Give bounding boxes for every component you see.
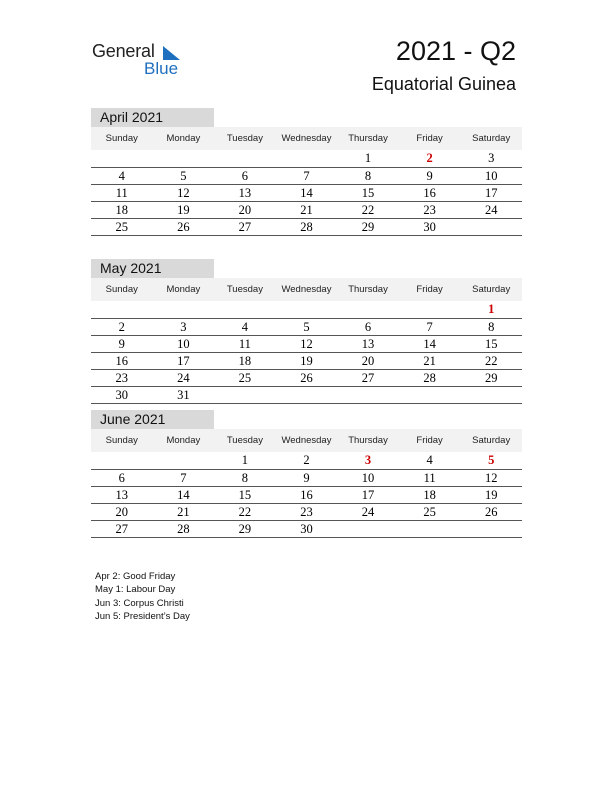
day-cell: 9 xyxy=(276,470,338,487)
weekday-label: Friday xyxy=(399,127,461,150)
day-cell xyxy=(399,387,461,404)
day-cell: 5 xyxy=(153,168,215,185)
logo-text-general: General xyxy=(92,41,155,61)
day-cell: 11 xyxy=(214,336,276,353)
calendar-grid xyxy=(91,278,522,404)
day-cell: 14 xyxy=(276,185,338,202)
day-cell: 9 xyxy=(91,336,153,353)
day-cell: 20 xyxy=(214,202,276,219)
day-cell: 12 xyxy=(460,470,522,487)
day-cell: 19 xyxy=(153,202,215,219)
day-cell: 27 xyxy=(337,370,399,387)
week-row xyxy=(91,219,522,236)
day-cell: 3 xyxy=(153,319,215,336)
week-row xyxy=(91,150,522,168)
day-cell: 2 xyxy=(276,452,338,470)
day-cell xyxy=(337,387,399,404)
day-cell: 8 xyxy=(460,319,522,336)
day-cell: 27 xyxy=(214,219,276,236)
week-row xyxy=(91,301,522,319)
day-cell: 26 xyxy=(276,370,338,387)
day-cell: 24 xyxy=(460,202,522,219)
day-cell: 17 xyxy=(337,487,399,504)
weekday-label: Monday xyxy=(153,429,215,452)
day-cell: 3 xyxy=(337,452,399,470)
week-row xyxy=(91,185,522,202)
day-cell: 26 xyxy=(153,219,215,236)
weekday-label: Saturday xyxy=(460,278,522,301)
month-may xyxy=(91,259,522,404)
day-cell: 1 xyxy=(214,452,276,470)
weekday-label: Saturday xyxy=(460,429,522,452)
weekday-header-row xyxy=(91,429,522,452)
day-cell xyxy=(153,150,215,168)
day-cell: 2 xyxy=(399,150,461,168)
day-cell: 18 xyxy=(91,202,153,219)
day-cell: 19 xyxy=(460,487,522,504)
day-cell: 26 xyxy=(460,504,522,521)
day-cell: 19 xyxy=(276,353,338,370)
weekday-header-row xyxy=(91,127,522,150)
day-cell: 25 xyxy=(399,504,461,521)
day-cell: 29 xyxy=(214,521,276,538)
day-cell: 9 xyxy=(399,168,461,185)
week-row xyxy=(91,387,522,404)
day-cell: 3 xyxy=(460,150,522,168)
week-row xyxy=(91,202,522,219)
day-cell xyxy=(460,219,522,236)
day-cell: 20 xyxy=(91,504,153,521)
day-cell: 17 xyxy=(460,185,522,202)
day-cell xyxy=(153,301,215,319)
day-cell: 13 xyxy=(214,185,276,202)
day-cell xyxy=(399,301,461,319)
holiday-note: Jun 3: Corpus Christi xyxy=(95,597,184,609)
day-cell: 18 xyxy=(214,353,276,370)
day-cell: 14 xyxy=(153,487,215,504)
day-cell: 29 xyxy=(460,370,522,387)
week-row xyxy=(91,336,522,353)
day-cell: 14 xyxy=(399,336,461,353)
day-cell xyxy=(337,521,399,538)
brand-logo xyxy=(92,41,192,81)
day-cell: 11 xyxy=(399,470,461,487)
day-cell: 13 xyxy=(91,487,153,504)
weekday-label: Saturday xyxy=(460,127,522,150)
day-cell: 30 xyxy=(276,521,338,538)
weekday-label: Sunday xyxy=(91,278,153,301)
holiday-notes xyxy=(95,570,190,624)
day-cell: 18 xyxy=(399,487,461,504)
day-cell xyxy=(460,387,522,404)
day-cell xyxy=(460,521,522,538)
day-cell: 22 xyxy=(460,353,522,370)
day-cell: 5 xyxy=(460,452,522,470)
day-cell: 1 xyxy=(337,150,399,168)
day-cell: 10 xyxy=(153,336,215,353)
day-cell: 28 xyxy=(276,219,338,236)
day-cell: 10 xyxy=(337,470,399,487)
weekday-label: Friday xyxy=(399,278,461,301)
day-cell: 29 xyxy=(337,219,399,236)
day-cell: 6 xyxy=(337,319,399,336)
day-cell: 16 xyxy=(399,185,461,202)
day-cell: 21 xyxy=(276,202,338,219)
week-row xyxy=(91,452,522,470)
day-cell: 23 xyxy=(91,370,153,387)
day-cell: 12 xyxy=(153,185,215,202)
day-cell: 4 xyxy=(399,452,461,470)
month-title: June 2021 xyxy=(91,410,214,429)
day-cell: 30 xyxy=(399,219,461,236)
month-title: April 2021 xyxy=(91,108,214,127)
calendar-grid xyxy=(91,127,522,236)
day-cell: 22 xyxy=(337,202,399,219)
day-cell: 13 xyxy=(337,336,399,353)
day-cell: 16 xyxy=(91,353,153,370)
weekday-label: Thursday xyxy=(337,278,399,301)
day-cell: 17 xyxy=(153,353,215,370)
day-cell: 5 xyxy=(276,319,338,336)
day-cell: 8 xyxy=(214,470,276,487)
day-cell xyxy=(91,301,153,319)
day-cell xyxy=(337,301,399,319)
day-cell: 15 xyxy=(460,336,522,353)
day-cell: 25 xyxy=(91,219,153,236)
month-june xyxy=(91,410,522,538)
holiday-note: Jun 5: President’s Day xyxy=(95,611,190,623)
weekday-header-row xyxy=(91,278,522,301)
day-cell: 12 xyxy=(276,336,338,353)
day-cell xyxy=(214,150,276,168)
day-cell xyxy=(214,387,276,404)
day-cell: 30 xyxy=(91,387,153,404)
day-cell: 21 xyxy=(399,353,461,370)
day-cell xyxy=(214,301,276,319)
weekday-label: Wednesday xyxy=(276,127,338,150)
day-cell: 4 xyxy=(214,319,276,336)
day-cell: 25 xyxy=(214,370,276,387)
day-cell: 24 xyxy=(153,370,215,387)
calendar-grid xyxy=(91,429,522,538)
day-cell: 7 xyxy=(276,168,338,185)
day-cell: 6 xyxy=(214,168,276,185)
week-row xyxy=(91,487,522,504)
weekday-label: Sunday xyxy=(91,127,153,150)
day-cell: 15 xyxy=(214,487,276,504)
week-row xyxy=(91,504,522,521)
day-cell xyxy=(399,521,461,538)
day-cell: 16 xyxy=(276,487,338,504)
day-cell xyxy=(276,150,338,168)
week-row xyxy=(91,470,522,487)
day-cell xyxy=(276,387,338,404)
day-cell xyxy=(153,452,215,470)
logo-text-blue: Blue xyxy=(144,59,179,78)
day-cell: 28 xyxy=(399,370,461,387)
day-cell: 15 xyxy=(337,185,399,202)
weekday-label: Monday xyxy=(153,278,215,301)
day-cell: 7 xyxy=(399,319,461,336)
weekday-label: Wednesday xyxy=(276,278,338,301)
weekday-label: Friday xyxy=(399,429,461,452)
day-cell xyxy=(276,301,338,319)
day-cell: 2 xyxy=(91,319,153,336)
weekday-label: Thursday xyxy=(337,429,399,452)
day-cell: 31 xyxy=(153,387,215,404)
day-cell: 21 xyxy=(153,504,215,521)
month-title: May 2021 xyxy=(91,259,214,278)
day-cell: 20 xyxy=(337,353,399,370)
day-cell: 7 xyxy=(153,470,215,487)
weekday-label: Tuesday xyxy=(214,127,276,150)
day-cell: 4 xyxy=(91,168,153,185)
day-cell: 11 xyxy=(91,185,153,202)
country-name: Equatorial Guinea xyxy=(371,74,516,94)
day-cell xyxy=(91,452,153,470)
day-cell: 24 xyxy=(337,504,399,521)
day-cell: 23 xyxy=(399,202,461,219)
week-row xyxy=(91,353,522,370)
week-row xyxy=(91,168,522,185)
day-cell: 27 xyxy=(91,521,153,538)
day-cell: 6 xyxy=(91,470,153,487)
week-row xyxy=(91,370,522,387)
weekday-label: Monday xyxy=(153,127,215,150)
page-title: 2021 - Q2 xyxy=(395,36,516,66)
day-cell: 28 xyxy=(153,521,215,538)
month-april xyxy=(91,108,522,236)
weekday-label: Tuesday xyxy=(214,278,276,301)
day-cell: 10 xyxy=(460,168,522,185)
weekday-label: Wednesday xyxy=(276,429,338,452)
weekday-label: Sunday xyxy=(91,429,153,452)
holiday-note: May 1: Labour Day xyxy=(95,584,176,596)
day-cell: 8 xyxy=(337,168,399,185)
day-cell: 1 xyxy=(460,301,522,319)
day-cell xyxy=(91,150,153,168)
day-cell: 23 xyxy=(276,504,338,521)
day-cell: 22 xyxy=(214,504,276,521)
weekday-label: Thursday xyxy=(337,127,399,150)
weekday-label: Tuesday xyxy=(214,429,276,452)
holiday-note: Apr 2: Good Friday xyxy=(95,571,176,582)
week-row xyxy=(91,521,522,538)
week-row xyxy=(91,319,522,336)
